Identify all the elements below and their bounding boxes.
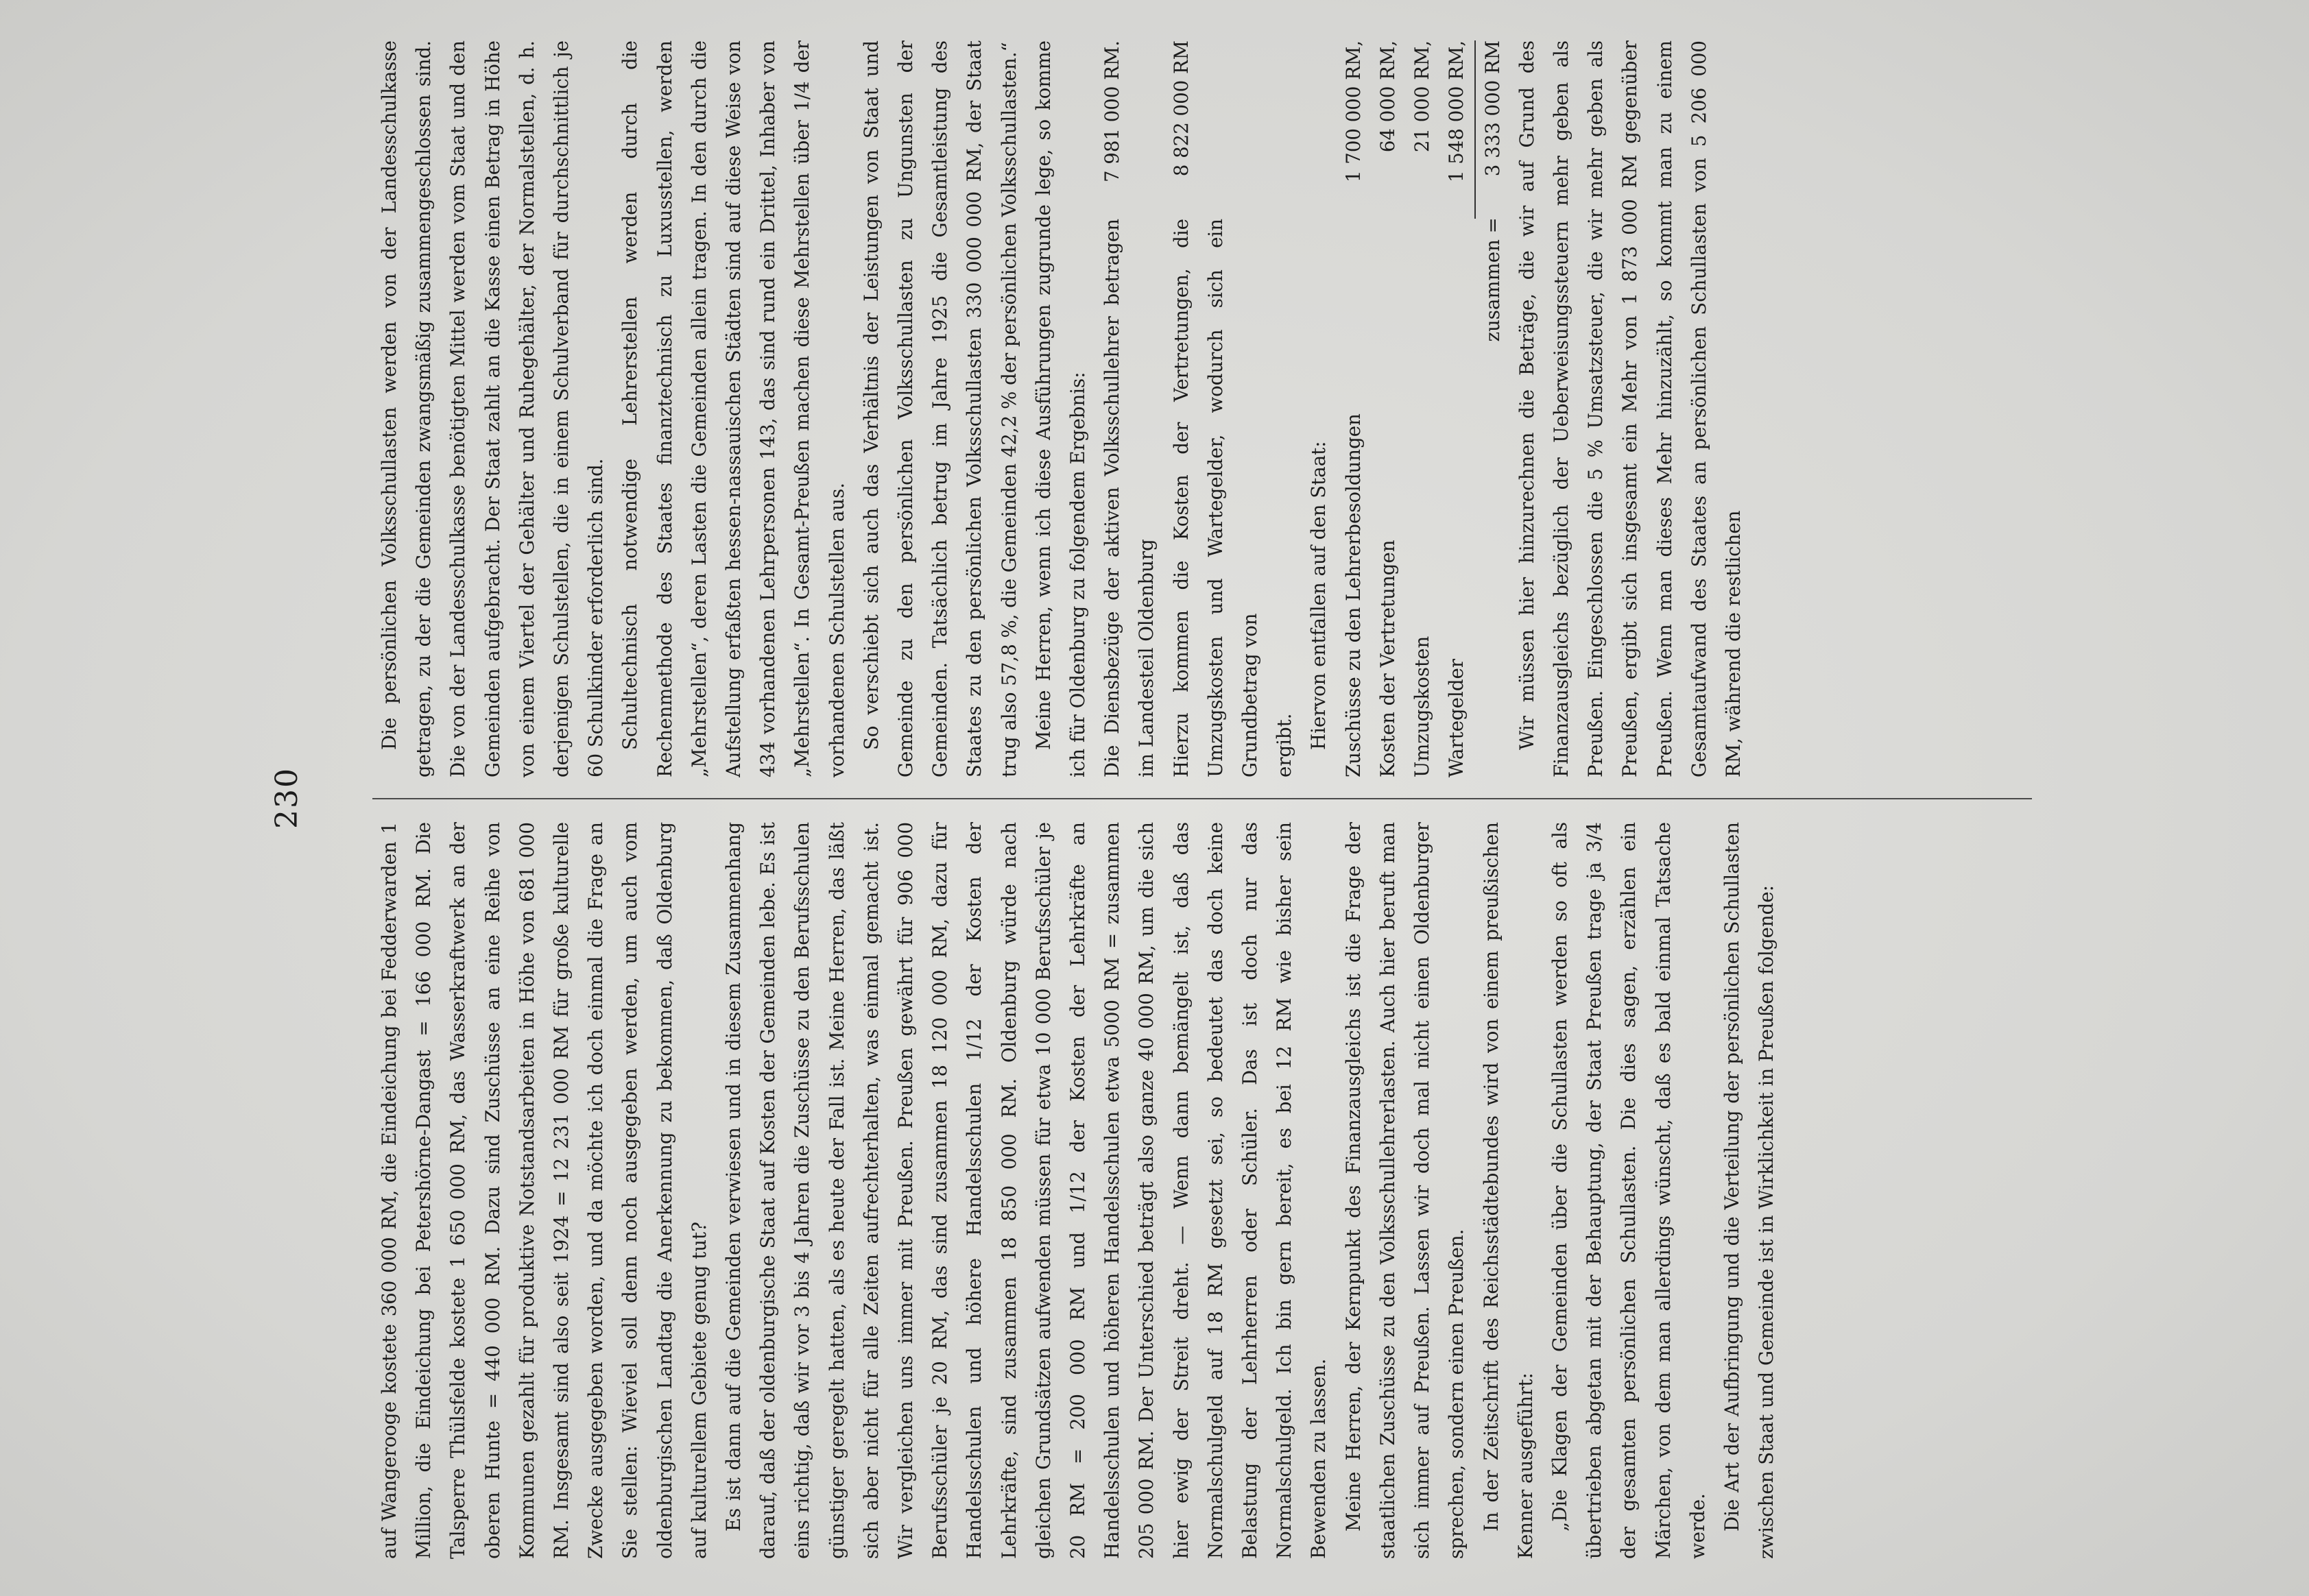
paragraph: Wir müssen hier hinzurechnen die Beträge, die wir auf Grund des Finanzausgleichs bezüglich der Ueberweisungssteuern mehr geben als Preußen. Eingeschlossen die 5 % Umsatzsteuer, die wir mehr geben als Preußen, ergibt sich insgesamt ein Mehr von 1 873 000 RM gegenüber Preußen. Wenn man dieses Mehr hinzuzählt, so kommt man zu einem Gesamtaufwand des Staates an persönlichen Schullasten von 5 206 000 RM, während die restlichen [1515, 40, 1745, 777]
salary-amount: 7 981 000 RM. [1101, 40, 1124, 183]
paragraph: So verschiebt sich auch das Verhältnis der Leistungen von Staat und Gemeinde zu den persönlichen Volksschullasten zu Ungunsten der Gemeinden. Tatsächlich betrug im Jahre 1925 die Gesamtleistung des Staates zu den persönlichen Volksschullasten 330 000 000 RM, der Staat trug also 57,8 %, die Gemeinden 42,2 % der persönlichen Volksschullasten.“ [859, 40, 1020, 777]
cost-item-value: 1 548 000 RM, [1445, 40, 1468, 183]
base-amount-label: Hierzu kommen die Kosten der Vertretungen, die Umzugskosten und Wartegelder, wodurch sich ein Grundbetrag von [1169, 219, 1262, 777]
cost-item-row [1371, 40, 1405, 777]
column-divider [372, 798, 2032, 799]
salary-row [1095, 40, 1164, 777]
right-column [372, 40, 2046, 777]
paragraph: Die Art der Aufbringung und die Verteilung der persönlichen Schullasten zwischen Staat und Gemeinde ist in Wirklichkeit in Preußen folgende: [1720, 822, 1778, 1559]
cost-item-value: 64 000 RM, [1376, 40, 1399, 153]
cost-item-label: Zuschüsse zu den Lehrerbesoldungen [1341, 413, 1365, 777]
paragraph: In der Zeitschrift des Reichsstädtebundes wird von einem preußischen Kenner ausgeführt: [1479, 822, 1537, 1559]
total-row [1476, 40, 1510, 777]
cost-item-value: 1 700 000 RM, [1341, 40, 1365, 183]
base-amount-row [1164, 40, 1268, 777]
paragraph: auf Wangerooge kostete 360 000 RM, die Eindeichung bei Fedderwarden 1 Million, die Eindeichung bei Petershörne-Dangast = 166 000 RM. Die Talsperre Thülsfelde kostete 1 650 000 RM, das Wasserkraftwerk an der oberen Hunte = 440 000 RM. Dazu sind Zuschüsse an eine Reihe von Kommunen gezahlt für produktive Notstandsarbeiten in Höhe von 681 000 RM. Insgesamt sind also seit 1924 = 12 231 000 RM für große kulturelle Zwecke ausgegeben worden, und da möchte ich doch einmal die Frage an Sie stellen: Wieviel soll denn noch ausgegeben werden, um auch vom oldenburgischen Landtag die Anerkennung zu bekommen, daß Oldenburg auf kulturellem Gebiete genug tut? [378, 822, 710, 1559]
quotation: „Die Klagen der Gemeinden über die Schullasten werden so oft als übertrieben abgetan mit der Behauptung, der Staat Preußen trage ja 3/4 der gesamten persönlichen Schullasten. Die dies sagen, erzählen ein Märchen, von dem man allerdings wünscht, daß es bald einmal Tatsache werde. [1548, 822, 1709, 1559]
cost-item-row [1405, 40, 1439, 777]
page-number: 230 [270, 767, 304, 829]
paragraph: Hiervon entfallen auf den Staat: [1307, 441, 1330, 750]
paragraph: Meine Herren, wenn ich diese Ausführungen zugrunde lege, so komme ich für Oldenburg zu folgendem Ergebnis: [1031, 40, 1090, 777]
cost-item-row [1439, 40, 1474, 777]
cost-item-label: Wartegelder [1445, 658, 1468, 777]
paragraph: Meine Herren, der Kernpunkt des Finanzausgleichs ist die Frage der staatlichen Zuschüsse zu den Volksschullehrerlasten. Auch hier beruft man sich immer auf Preußen. Lassen wir doch mal nicht einen Oldenburger sprechen, sondern einen Preußen. [1341, 822, 1468, 1559]
total-value: 3 333 000 RM [1481, 40, 1504, 177]
paragraph: Es ist dann auf die Gemeinden verwiesen und in diesem Zusammenhang darauf, daß der oldenburgische Staat auf Kosten der Gemeinden lebe. Es ist eins richtig, daß wir vor 3 bis 4 Jahren die Zuschüsse zu den Berufsschulen günstiger geregelt hatten, als es heute der Fall ist. Meine Herren, das läßt sich aber nicht für alle Zeiten aufrechterhalten, was einmal gemacht ist. Wir vergleichen uns immer mit Preußen. Preußen gewährt für 906 000 Berufsschüler je 20 RM, das sind zusammen 18 120 000 RM, dazu für Handelsschulen und höhere Handelsschulen 1/12 der Kosten der Lehrkräfte, sind zusammen 18 850 000 RM. Oldenburg würde nach gleichen Grundsätzen aufwenden müssen für etwa 10 000 Berufsschüler je 20 RM = 200 000 RM und 1/12 der Kosten der Lehrkräfte an Handelsschulen und höheren Handelsschulen etwa 5000 RM = zusammen 205 000 RM. Der Unterschied beträgt also ganze 40 000 RM, um die sich hier ewig der Streit dreht. — Wenn dann bemängelt ist, daß das Normalschulgeld auf 18 RM gesetzt sei, so bedeutet das doch keine Belastung der Lehrherren oder Schüler. Das ist doch nur das Normalschulgeld. Ich bin gern bereit, es bei 12 RM wie bisher sein Bewenden zu lassen. [722, 822, 1330, 1559]
cost-item-label: Kosten der Vertretungen [1376, 540, 1399, 777]
paragraph: Die persönlichen Volksschullasten werden von der Landesschulkasse getragen, zu der die Gemeinden zwangsmäßig zusammengeschlossen sind. Die von der Landesschulkasse benötigten Mittel werden vom Staat und den Gemeinden aufgebracht. Der Staat zahlt an die Kasse einen Betrag in Höhe von einem Viertel der Gehälter und Ruhegehälter, der Normalstellen, d. h. derjenigen Schulstellen, die in einem Schulverband für durchschnittlich je 60 Schulkinder erforderlich sind. [378, 40, 608, 777]
printed-page [242, 30, 2066, 1566]
left-column [372, 822, 2046, 1559]
salary-label: Die Diensbezüge der aktiven Volksschullehrer betragen im Landesteil Oldenburg [1101, 219, 1158, 777]
cost-item-label: Umzugskosten [1411, 636, 1434, 777]
paragraph: Schultechnisch notwendige Lehrerstellen werden durch die Rechenmethode des Staates finanztechnisch zu Luxusstellen, werden „Mehrstellen“, deren Lasten die Gemeinden allein tragen. In den durch die Aufstellung erfaßten hessen-nassauischen Städten sind auf diese Weise von 434 vorhandenen Lehrpersonen 143, das sind rund ein Drittel, Inhaber von „Mehrstellen“. In Gesamt-Preußen machen diese Mehrstellen über 1/4 der vorhandenen Schulstellen aus. [619, 40, 848, 777]
cost-item-row [1337, 40, 1371, 777]
base-amount-value: 8 822 000 RM [1169, 40, 1193, 177]
base-amount-tail: ergibt. [1273, 713, 1296, 777]
cost-item-value: 21 000 RM, [1411, 40, 1434, 153]
total-label: zusammen = [1481, 217, 1504, 342]
